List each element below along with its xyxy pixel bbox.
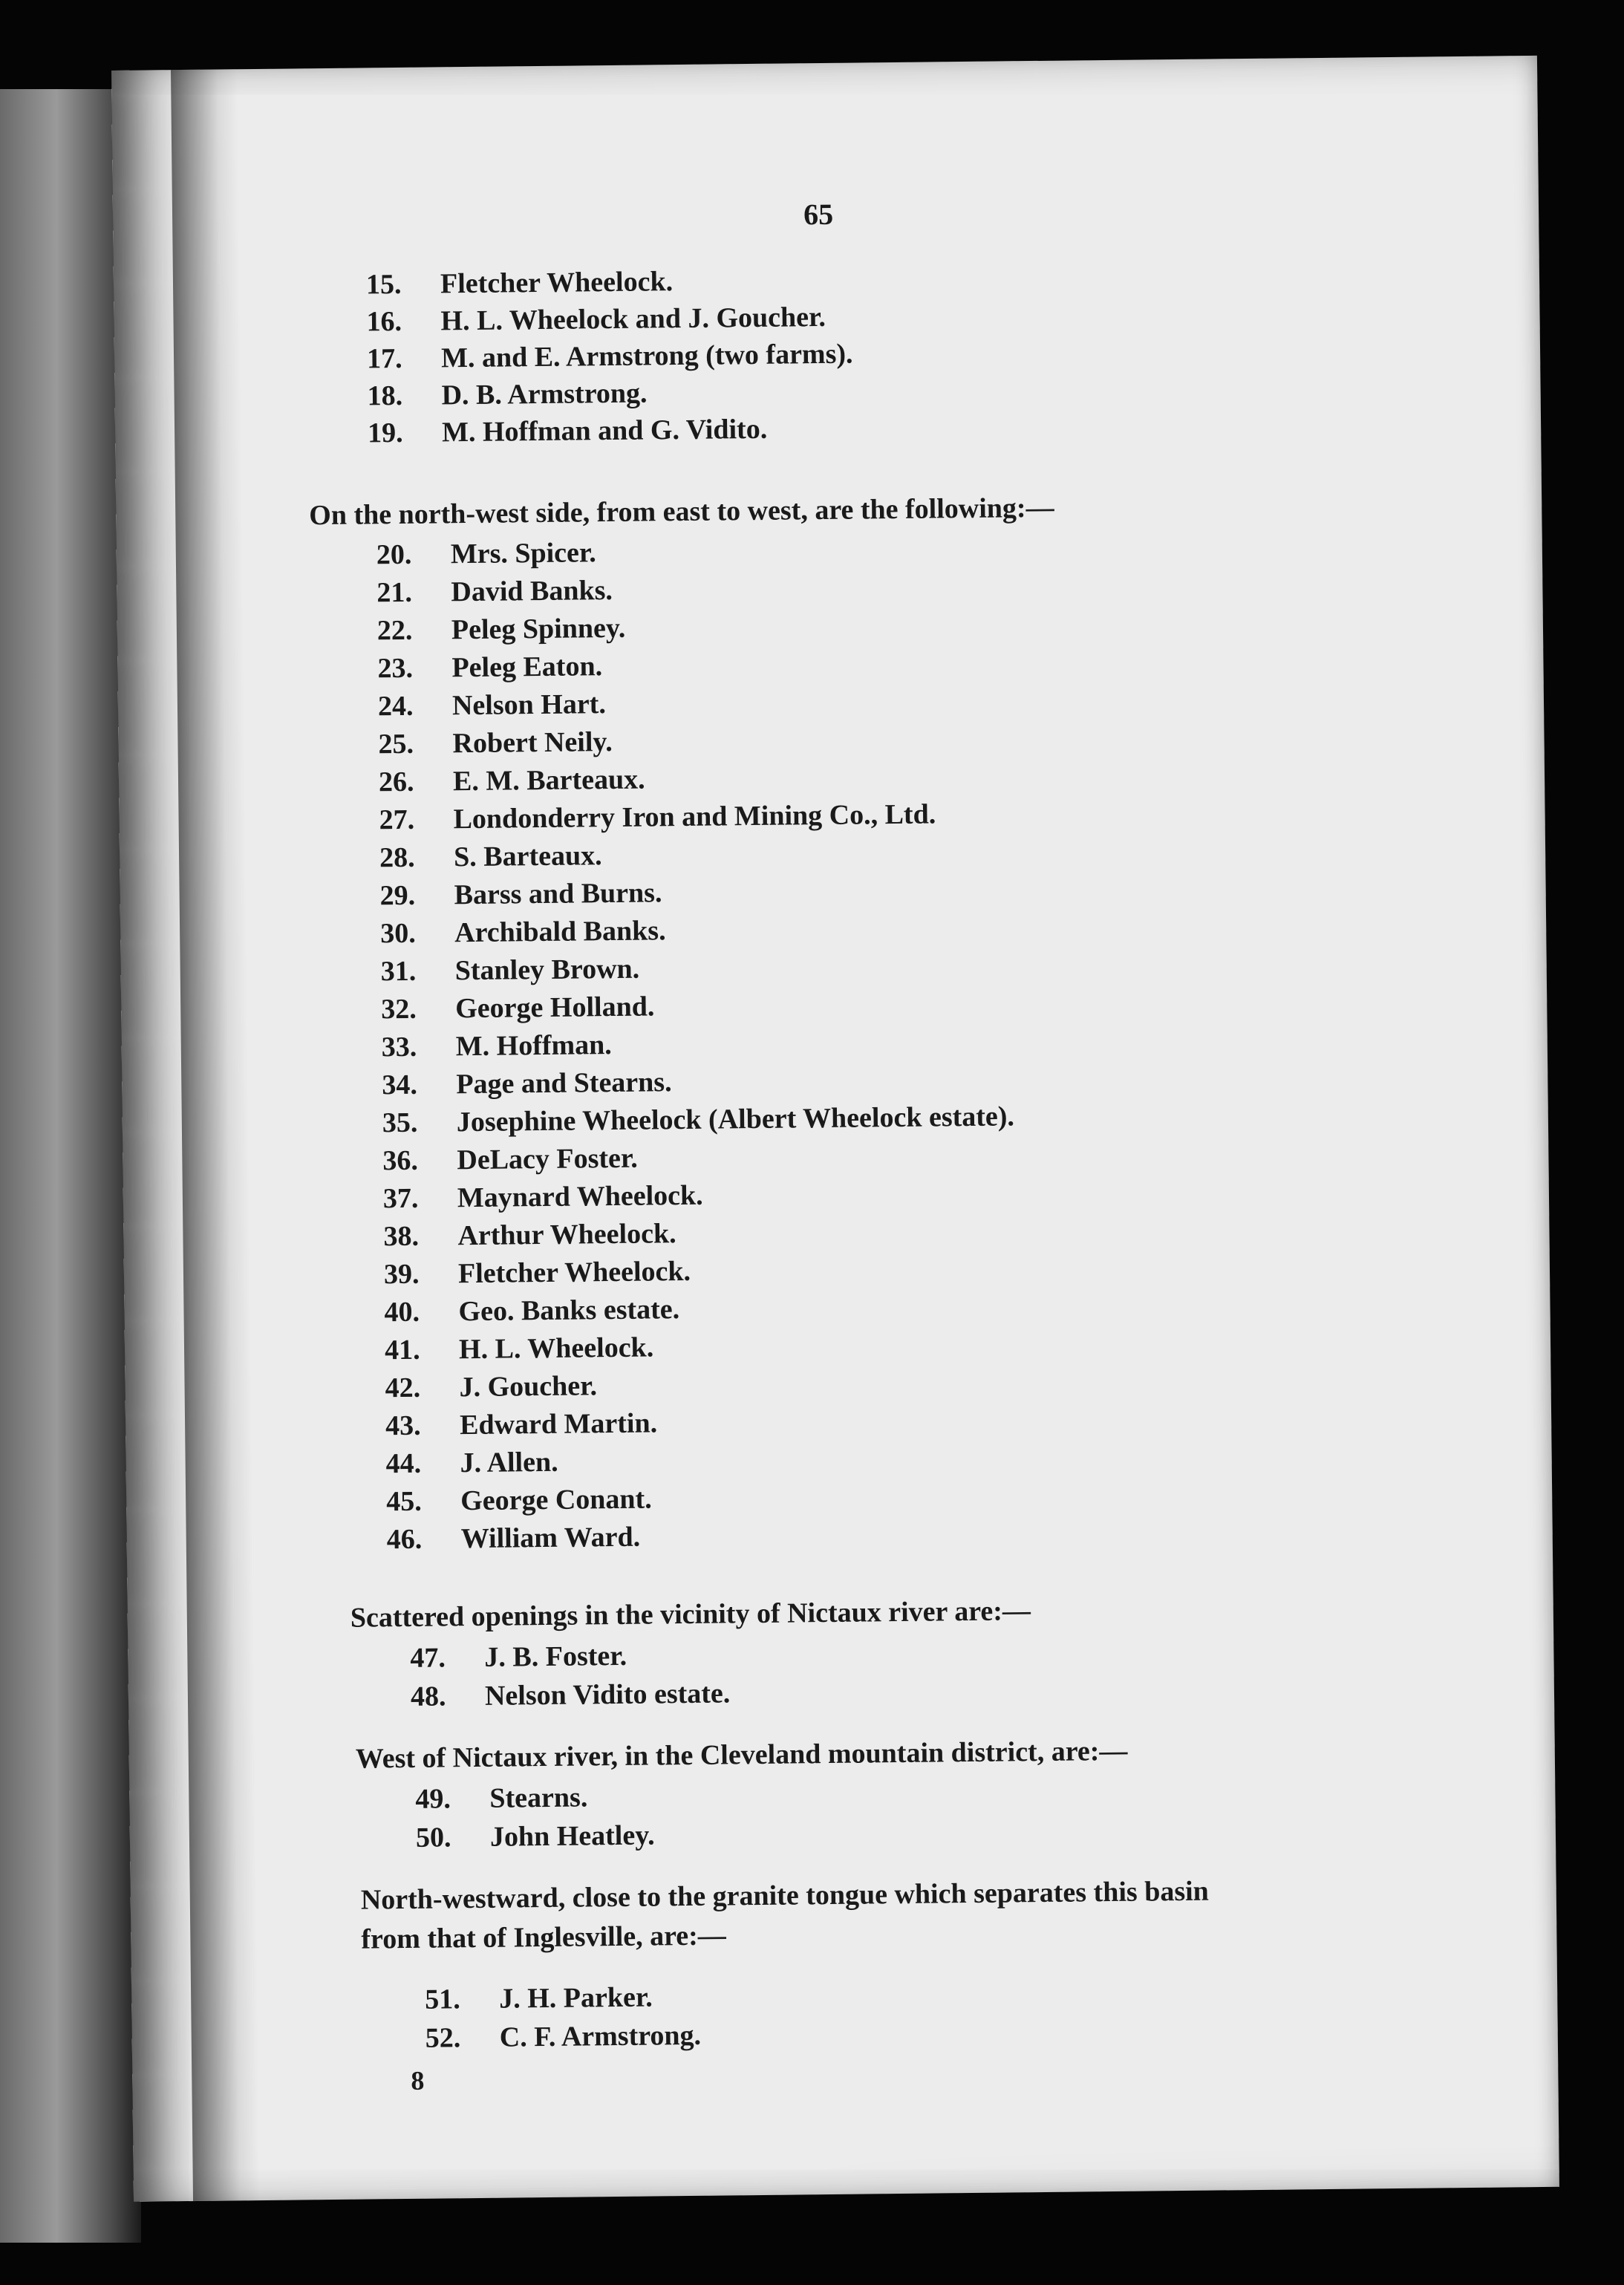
list-item: 37. Maynard Wheelock.: [382, 1179, 703, 1215]
list-item: 16. H. L. Wheelock and J. Goucher.: [366, 301, 826, 338]
list-item: 40. Geo. Banks estate.: [384, 1294, 680, 1329]
list-item: 35. Josephine Wheelock (Albert Wheelock estate).: [382, 1101, 1015, 1139]
list-item: 49. Stearns.: [415, 1782, 588, 1815]
list-item: 17. M. and E. Armstrong (two farms).: [366, 338, 853, 375]
list-item: 44. J. Allen.: [385, 1446, 558, 1480]
list-item: 47. J. B. Foster.: [410, 1640, 627, 1674]
page-number: 65: [803, 197, 834, 232]
list-item: 18. D. B. Armstrong.: [367, 377, 648, 412]
list-item: 24. Nelson Hart.: [377, 688, 607, 723]
list-item: 45. George Conant.: [385, 1483, 652, 1518]
list-item: 22. Peleg Spinney.: [376, 612, 626, 647]
list-item: 21. David Banks.: [376, 574, 613, 609]
list-item: 26. E. M. Barteaux.: [378, 763, 645, 798]
list-item: 51. J. H. Parker.: [425, 1981, 653, 2015]
list-item: 36. DeLacy Foster.: [382, 1142, 639, 1177]
list-item: 23. Peleg Eaton.: [377, 651, 603, 685]
section-heading: On the north-west side, from east to west, are the following:—: [309, 492, 1054, 532]
book-page: [111, 56, 1559, 2202]
list-item: 28. S. Barteaux.: [379, 840, 602, 874]
section-heading: North-westward, close to the granite tongue which separates this basin: [360, 1875, 1210, 1916]
section-heading-continued: from that of Inglesville, are:—: [361, 1920, 727, 1955]
list-item: 34. Page and Stearns.: [382, 1066, 672, 1101]
list-item: 52. C. F. Armstrong.: [425, 2019, 702, 2054]
list-item: 32. George Holland.: [381, 991, 655, 1026]
list-item: 46. William Ward.: [386, 1521, 641, 1556]
list-item: 39. Fletcher Wheelock.: [383, 1255, 691, 1291]
list-item: 19. M. Hoffman and G. Vidito.: [367, 413, 768, 449]
list-item: 42. J. Goucher.: [385, 1370, 598, 1404]
list-item: 43. Edward Martin.: [385, 1407, 658, 1442]
list-item: 25. Robert Neily.: [378, 726, 613, 760]
list-item: 48. Nelson Vidito estate.: [410, 1678, 731, 1712]
signature-mark: 8: [411, 2065, 425, 2096]
list-item: 38. Arthur Wheelock.: [383, 1218, 676, 1253]
section-heading: West of Nictaux river, in the Cleveland mountain district, are:—: [355, 1735, 1128, 1775]
list-item: 31. Stanley Brown.: [380, 953, 640, 988]
list-item: 33. M. Hoffman.: [381, 1029, 613, 1063]
list-item: 41. H. L. Wheelock.: [384, 1331, 654, 1366]
list-item: 30. Archibald Banks.: [379, 915, 666, 950]
list-item: 27. Londonderry Iron and Mining Co., Ltd.: [379, 798, 936, 836]
page-text: [111, 56, 1559, 2202]
list-item: 50. John Heatley.: [415, 1819, 655, 1854]
list-item: 15. Fletcher Wheelock.: [365, 266, 674, 301]
list-item: 20. Mrs. Spicer.: [376, 537, 597, 571]
list-item: 29. Barss and Burns.: [379, 877, 662, 912]
section-heading: Scattered openings in the vicinity of Nictaux river are:—: [350, 1595, 1031, 1634]
